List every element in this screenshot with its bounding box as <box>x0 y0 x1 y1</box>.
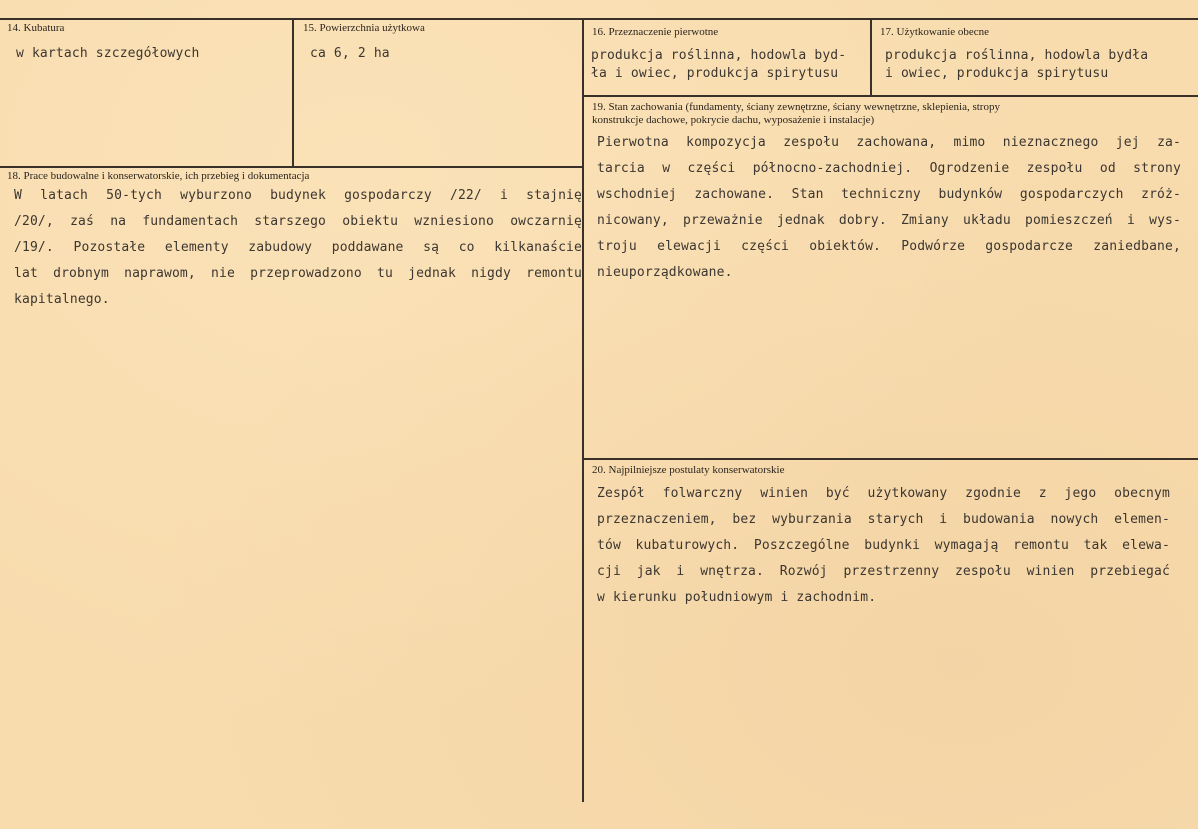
text-line: ca 6, 2 ha <box>310 46 390 61</box>
field-label-stan-line2: konstrukcje dachowe, pokrycie dachu, wyposażenie i instalacje) <box>592 114 875 126</box>
field-label-uzytkowanie: 17. Użytkowanie obecne <box>880 26 990 38</box>
text-line: troju elewacji części obiektów. Podwórze gospodarcze zaniedbane, <box>597 239 1181 254</box>
text-line: /19/. Pozostałe elementy zabudowy poddawane są co kilkanaście <box>14 240 582 255</box>
field-value-stan-zachowania <box>597 130 1181 286</box>
divider-14-15 <box>292 18 294 168</box>
top-rule <box>0 18 1198 20</box>
rule-above-20 <box>582 458 1198 460</box>
text-line: lat drobnym naprawom, nie przeprowadzono tu jednak nigdy remontu <box>14 266 582 281</box>
text-line: produkcja roślinna, hodowla bydła <box>885 48 1149 63</box>
text-line: produkcja roślinna, hodowla byd- <box>591 48 847 63</box>
field-label-kubatura: 14. Kubatura <box>7 22 65 34</box>
text-line: /20/, zaś na fundamentach starszego obiektu wzniesiono owczarnię <box>14 214 582 229</box>
field-value-postulaty <box>597 481 1170 611</box>
text-line: Pierwotna kompozycja zespołu zachowana, mimo nieznacznego jej za- <box>597 135 1181 150</box>
main-column-divider <box>582 18 584 802</box>
text-line: w kartach szczegółowych <box>16 46 200 61</box>
field-value-przeznaczenie <box>591 47 846 83</box>
text-line: W latach 50-tych wyburzono budynek gospodarczy /22/ i stajnię <box>14 188 582 203</box>
text-line: nicowany, przeważnie jednak dobry. Zmiany układu pomieszczeń i wys- <box>597 213 1181 228</box>
text-line: przeznaczeniem, bez wyburzania starych i budowania nowych elemen- <box>597 512 1170 527</box>
text-line: tów kubaturowych. Poszczególne budynki wymagają remontu tak elewa- <box>597 538 1170 553</box>
text-line: w kierunku południowym i zachodnim. <box>597 590 877 605</box>
field-label-powierzchnia: 15. Powierzchnia użytkowa <box>303 22 425 34</box>
text-line: wschodniej zachowane. Stan techniczny budynków gospodarczych zróż- <box>597 187 1181 202</box>
rule-under-14-15 <box>0 166 584 168</box>
field-label-stan-line1: 19. Stan zachowania (fundamenty, ściany zewnętrzne, ściany wewnętrzne, sklepienia, stropy <box>592 101 1000 113</box>
text-line: kapitalnego. <box>14 292 110 307</box>
field-label-prace: 18. Prace budowalne i konserwatorskie, ich przebieg i dokumentacja <box>7 170 310 182</box>
divider-16-17 <box>870 18 872 96</box>
text-line: cji jak i wnętrza. Rozwój przestrzenny zespołu winien przebiegać <box>597 564 1170 579</box>
rule-under-16-17 <box>582 95 1198 97</box>
text-line: Zespół folwarczny winien być użytkowany zgodnie z jego obecnym <box>597 486 1170 501</box>
field-label-stan-zachowania <box>592 101 1000 127</box>
field-value-powierzchnia <box>310 46 390 61</box>
field-value-kubatura <box>16 46 199 61</box>
field-value-prace <box>14 183 582 313</box>
text-line: tarcia w części północno-zachodniej. Ogrodzenie zespołu od strony <box>597 161 1181 176</box>
field-label-przeznaczenie: 16. Przeznaczenie pierwotne <box>592 26 719 38</box>
text-line: i owiec, produkcja spirytusu <box>885 66 1109 81</box>
field-label-postulaty: 20. Najpilniejsze postulaty konserwatorskie <box>592 464 785 476</box>
text-line: nieuporządkowane. <box>597 265 733 280</box>
text-line: ła i owiec, produkcja spirytusu <box>591 66 839 81</box>
field-value-uzytkowanie <box>885 47 1148 83</box>
